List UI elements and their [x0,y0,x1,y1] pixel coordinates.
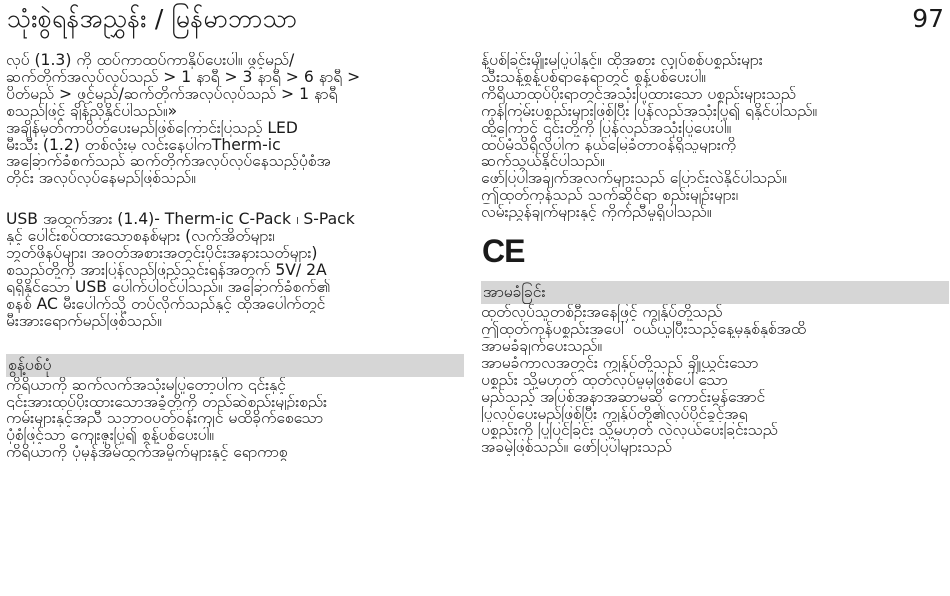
text-line: ဖော်ပြပါအချက်အလက်များသည် ပြောင်းလဲနိုင်ပါသည်။ [481,170,787,188]
text-line: ပုံစံဖြင့်သာ ကျေးဇူးပြု၍ စွန့်ပစ်ပေးပါ။ [6,427,214,445]
paragraph-usb-output [6,211,464,329]
text-line: မီးသီး (1.2) တစ်လုံးမှ လင်းနေပါကTherm-ic [6,136,281,154]
ce-mark-icon: CE [482,233,525,270]
text-line: စနစ် AC မီးပေါက်သို့ တပ်လိုက်သည်နှင့် ထိုအပေါက်တွင် [6,295,326,313]
text-line: ပစ္စည်းကို ပြုပြင်ခြင်း သို့မဟုတ် လဲလှယ်ပေးခြင်းသည် [481,422,778,440]
text-line: ဘွတ်ဖိနပ်များ၊ အဝတ်အစားအတွင်းပိုင်းအနားသတ်များ) [6,245,318,262]
text-line: လမ်းညွှန်ချက်များနှင့် ကိုက်ညီမှုရှိပါသည်။ [481,204,712,222]
text-line: အခမဲ့ဖြစ်သည်။ ဖော်ပြပါများသည် [481,439,672,457]
text-line: ကိရိယာကို ပုံမှန်အိမ်ထွက်အမှိုက်များနှင့် ရောကာစွ [6,444,288,462]
text-line: စသည်ဖြင့် ချိန်ညှိနိုင်ပါသည်။» [6,102,178,120]
page-number: 97 [912,4,944,33]
text-line: ဆက်တိုက်အလုပ်လုပ်သည် > 1 နာရီ > 3 နာရီ > 6 နာရီ > [6,68,361,86]
text-line: အာမခံကာလအတွင်း ကျွန်ုပ်တို့သည် ချို့ယွင်းသော [481,354,759,372]
text-line: ပြုလုပ်ပေးမည်ဖြစ်ပြီး ကျွန်ုပ်တို့၏လုပ်ပိုင်ခွင့်အရ [481,405,748,423]
text-line: ကိရိယာထုပ်ပိုးရာတွင်အသုံးပြုထားသော ပစ္စည်းများသည် [481,85,796,103]
text-line: ရရှိနိုင်သော USB ပေါက်ပါဝင်ပါသည်။ အခြောက်ခံစက်၏ [6,278,331,296]
paragraph-warranty [481,304,949,456]
text-line: ဤထုတ်ကုန်ပစ္စည်းအပေါ် ဝယ်ယူပြီးသည့်နေ့မှနှစ်နှစ်အထိ [481,320,807,338]
right-column [481,52,949,456]
text-line: ပိတ်မည် > ဖွင့်မည်/ဆက်တိုက်အလုပ်လုပ်သည် > 1 နာရီ [6,85,338,103]
text-line: နှင့် ပေါင်းစပ်ထားသောစနစ်များ (လက်အိတ်များ၊ [6,228,275,246]
text-line: အခြောက်ခံစက်သည် ဆက်တိုက်အလုပ်လုပ်နေသည့်ပုံစံအ [6,153,331,171]
text-line: လုပ် (1.3) ကို ထပ်ကာထပ်ကာနှိပ်ပေးပါ။ ဖွင့်မည်/ [6,52,295,69]
paragraph-disposal [6,377,464,462]
text-line: ကုန်ကြမ်းပစ္စည်းများဖြစ်ပြီး ပြန်လည်အသုံးပြု၍ ရနိုင်ပါသည်။ [481,102,818,120]
text-line: အာမခံချက်ပေးသည်။ [481,337,603,355]
text-line: သီးသန့်စွန့်ပစ်ရာနေရာတွင် စွန့်ပစ်ပေးပါ။ [481,68,706,86]
text-line: ကမ်းများနှင့်အညီ သဘာဝပတ်ဝန်းကျင် မထိခိုက်စေသော [6,410,323,428]
text-line: ထုတ်လုပ်သူတစ်ဦးအနေဖြင့် ကျွန်ုပ်တို့သည် [481,304,723,321]
text-line: ၎င်းအားထုပ်ပိုးထားသောအခွံတို့ကို တည်ဆဲစည်းမျဉ်းစည်း [6,393,327,411]
text-line: ဤထုတ်ကုန်သည် သက်ဆိုင်ရာ စည်းမျဉ်းများ၊ [481,187,739,205]
text-line: ပစ္စည်း သို့မဟုတ် ထုတ်လုပ်မှုမှဖြစ်ပေါ်သော [481,371,728,389]
section-heading-disposal: စွန့်ပစ်ပုံ [6,354,464,377]
text-line: ထပ်မံသိရှိလိုပါက နယ်မြေခံတာဝန်ရှိသူများကို [481,136,737,154]
text-line: USB အထွက်အား (1.4)- Therm-ic C-Pack ၊ S-Pack [6,211,355,229]
section-heading-warranty: အာမခံခြင်း [481,281,949,304]
text-line: ဆက်သွယ်နိုင်ပါသည်။ [481,153,605,171]
text-line: မီးအားရောက်မည်ဖြစ်သည်။ [6,312,162,330]
text-line: န့်ပစ်ခြင်းမျိုးမပြုပါနှင့်။ ထိုအစား လျှပ်စစ်ပစ္စည်းများ [481,52,763,69]
paragraph-timer-mode [6,52,464,187]
page-title: သုံးစွဲရန်အညွှန်း / မြန်မာဘာသာ [7,4,298,33]
text-line: စသည်တို့ကို အားပြန်လည်ဖြည့်သွင်းရန်အတွက် 5V/ 2A [6,261,327,279]
text-line: အချိန်မှတ်ကာပိတ်ပေးမည်ဖြစ်ကြောင်းပြသည့် LED [6,119,298,137]
paragraph-disposal-continued [481,52,949,221]
text-line: ကိရိယာကို ဆက်လက်အသုံးမပြုတော့ပါက ၎င်းနှင့် [6,376,286,394]
text-line: မည်သည့် အပြစ်အနာအဆာမဆို ကောင်းမွန်အောင် [481,388,766,406]
text-line: ထို့ကြောင့် ၎င်းတို့ကို ပြန်လည်အသုံးပြုပေးပါ။ [481,119,732,137]
left-column [6,52,464,461]
text-line: တိုင်း အလုပ်လုပ်နေမည်ဖြစ်သည်။ [6,170,196,188]
